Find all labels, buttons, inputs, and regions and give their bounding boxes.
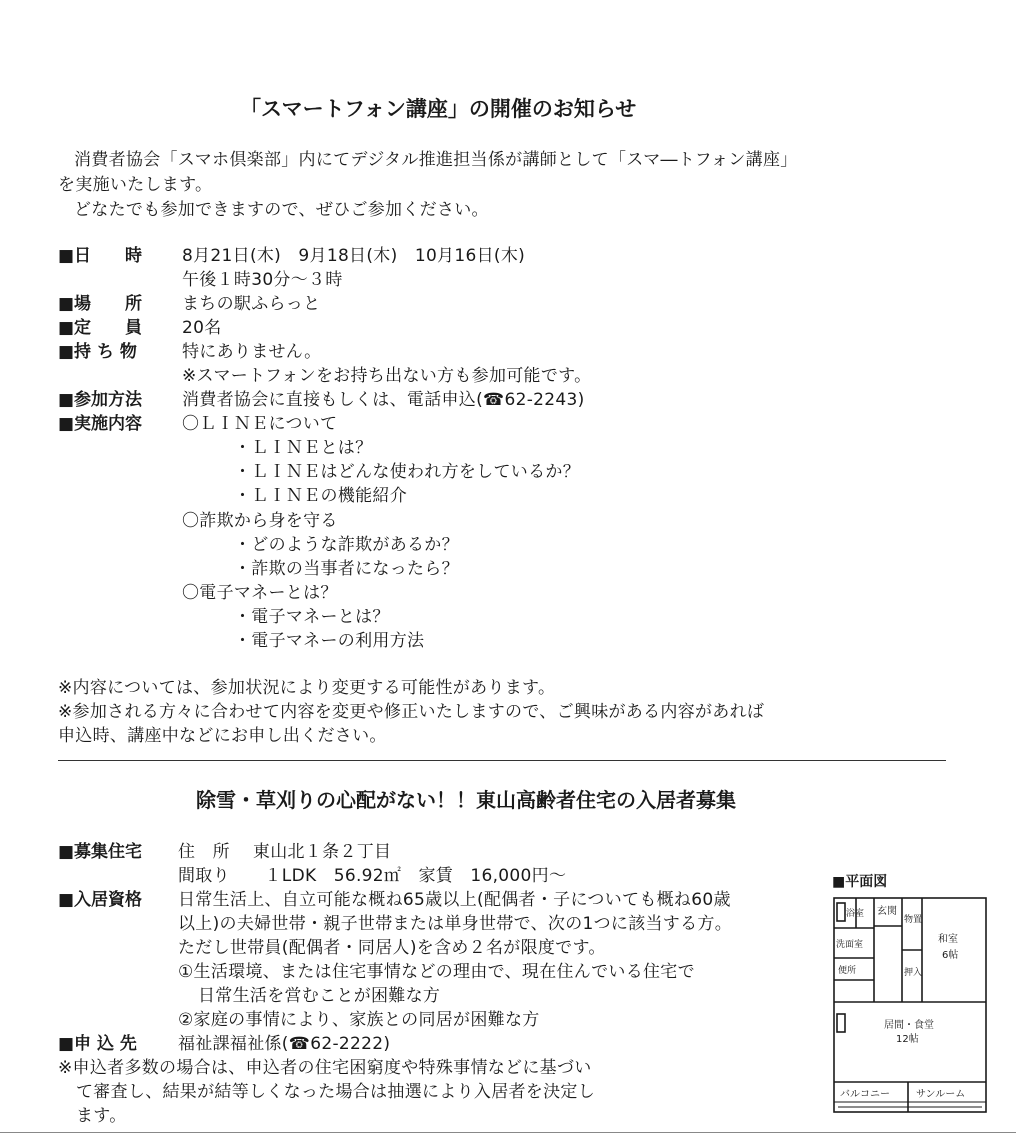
- outer-wall: [834, 898, 986, 1112]
- room-washitsu-size: 6帖: [942, 950, 959, 961]
- intro-line-3: どなたでも参加できますので、ぜひご参加ください。: [74, 200, 489, 220]
- content-item: 〇ＬＩＮＥについて: [182, 414, 338, 434]
- content-item: ・詐欺の当事者になったら？: [234, 559, 459, 579]
- note-line: 申込時、講座中などにお申し出ください。: [58, 726, 387, 746]
- floor-plan-title: ■平面図: [832, 874, 888, 890]
- intro-line-1: 消費者協会「スマホ倶楽部」内にてデジタル推進担当係が講師として「スマ―トフォン講座」: [74, 150, 798, 170]
- place-label: ■場 所: [58, 294, 143, 314]
- content-item: 〇詐欺から身を守る: [182, 511, 338, 531]
- content-item: ・電子マネーとは？: [234, 607, 390, 627]
- notice-title: 「スマートフォン講座」の開催のお知らせ: [240, 97, 637, 121]
- housing-note: て審査し、結果が結等しくなった場合は抽選により入居者を決定し: [76, 1082, 595, 1102]
- room-washroom: 洗面室: [836, 940, 864, 950]
- intro-line-2: を実施いたします。: [58, 175, 213, 195]
- housing-note: ます。: [76, 1106, 127, 1126]
- belongings-label: ■持 ち 物: [58, 342, 137, 362]
- page-bottom-rule: [0, 1132, 1016, 1133]
- apply-label: ■申 込 先: [58, 1034, 137, 1054]
- apply-value: 福祉課福祉係(☎62-2222): [178, 1034, 391, 1054]
- housing-layout: 間取り １LDK 56.92㎡ 家賃 16,000円～: [178, 866, 567, 886]
- note-line: ※内容については、参加状況により変更する可能性があります。: [58, 678, 556, 698]
- room-sunroom: サンルーム: [916, 1089, 966, 1100]
- room-bath: 浴室: [846, 909, 865, 919]
- eligibility-line: 日常生活を営むことが困難な方: [198, 986, 441, 1006]
- content-label: ■実施内容: [58, 414, 143, 434]
- room-toilet: 便所: [838, 966, 857, 976]
- content-item: ・ＬＩＮＥとは？: [234, 438, 373, 458]
- room-closet: 押入: [904, 968, 923, 978]
- housing-note: ※申込者多数の場合は、申込者の住宅困窮度や特殊事情などに基づい: [58, 1058, 592, 1078]
- eligibility-line: 以上)の夫婦世帯・親子世帯または単身世帯で、次の1つに該当する方。: [178, 914, 733, 934]
- floor-plan-diagram: [830, 870, 990, 1118]
- method-label: ■参加方法: [58, 390, 143, 410]
- belongings-note: ※スマートフォンをお持ち出ない方も参加可能です。: [182, 366, 592, 386]
- time-value: 午後１時30分～３時: [182, 270, 343, 290]
- eligibility-line: 日常生活上、自立可能な概ね65歳以上(配偶者・子についても概ね60歳: [178, 890, 731, 910]
- room-entrance: 玄関: [877, 906, 897, 917]
- date-value: 8月21日(木) 9月18日(木) 10月16日(木): [182, 246, 526, 266]
- housing-title: 除雪・草刈りの心配がない！！東山高齢者住宅の入居者募集: [196, 788, 736, 812]
- section-divider: [58, 760, 946, 761]
- content-item: ・電子マネーの利用方法: [234, 631, 425, 651]
- content-item: ・どのような詐欺があるか？: [234, 535, 459, 555]
- capacity-label: ■定 員: [58, 318, 143, 338]
- eligibility-label: ■入居資格: [58, 890, 143, 910]
- room-storage: 物置: [904, 915, 923, 925]
- room-living-size: 12帖: [896, 1034, 919, 1045]
- eligibility-line: ①生活環境、または住宅事情などの理由で、現在住んでいる住宅で: [178, 962, 695, 982]
- eligibility-line: ただし世帯員(配偶者・同居人)を含め２名が限度です。: [178, 938, 606, 958]
- method-value: 消費者協会に直接もしくは、電話申込(☎62-2243): [182, 390, 585, 410]
- capacity-value: 20名: [182, 318, 222, 338]
- room-living: 居間・食堂: [884, 1020, 934, 1031]
- belongings-value: 特にありません。: [182, 342, 322, 362]
- content-item: 〇電子マネーとは？: [182, 583, 338, 603]
- date-label: ■日 時: [58, 246, 143, 266]
- housing-label: ■募集住宅: [58, 842, 143, 862]
- eligibility-line: ②家庭の事情により、家族との同居が困難な方: [178, 1010, 540, 1030]
- content-item: ・ＬＩＮＥはどんな使われ方をしているか？: [234, 462, 580, 482]
- place-value: まちの駅ふらっと: [182, 294, 321, 314]
- content-item: ・ＬＩＮＥの機能紹介: [234, 486, 407, 506]
- note-line: ※参加される方々に合わせて内容を変更や修正いたしますので、ご興味がある内容があれば: [58, 702, 765, 722]
- room-balcony: バルコニー: [840, 1089, 890, 1100]
- housing-address: 住 所 東山北１条２丁目: [178, 842, 392, 862]
- room-washitsu: 和室: [938, 934, 958, 945]
